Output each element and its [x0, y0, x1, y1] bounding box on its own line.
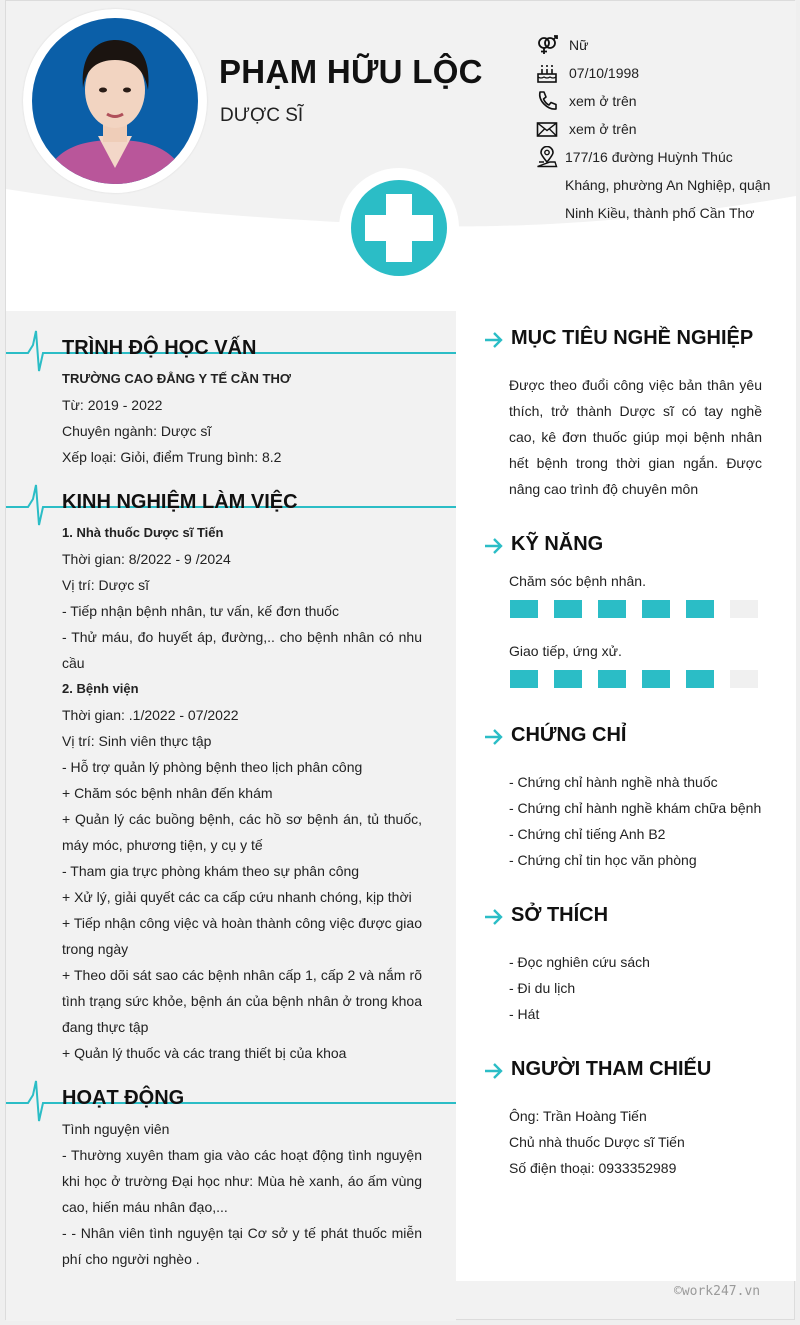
medical-cross-icon — [351, 180, 447, 276]
hobbies-list: - Đọc nghiên cứu sách - Đi du lịch - Hát — [509, 954, 650, 1022]
skill-level-segment — [510, 600, 538, 618]
candidate-name: PHẠM HỮU LỘC — [219, 53, 483, 90]
medical-cross-badge — [339, 168, 459, 288]
avatar-frame — [23, 9, 207, 193]
skill-level-bar — [510, 600, 760, 618]
certificates-list: - Chứng chỉ hành nghề nhà thuốc - Chứng chỉ hành nghề khám chữa bệnh - Chứng chỉ tiếng Anh B2 - Chứng chỉ tin học văn phòng — [509, 774, 762, 868]
mail-icon — [536, 118, 558, 140]
arrow-right-icon — [484, 331, 504, 349]
section-header-education: TRÌNH ĐỘ HỌC VẤN — [6, 323, 456, 373]
skill-level-segment — [686, 600, 714, 618]
skill-level-segment — [730, 600, 758, 618]
right-column: MỤC TIÊU NGHỀ NGHIỆP Được theo đuổi công việc bản thân yêu thích, trở thành Dược sĩ có tay nghề cao, kê đơn thuốc giúp mọi bệnh nhân hết bệnh trong thời gian ngắn. Được nâng cao trình độ chuyên môn KỸ NĂNG Chăm sóc bệnh nhân. Giao tiếp, ứng xử. CHỨNG CHỈ - Chứng chỉ hành nghề nhà thuốc - Chứng chỉ hành nghề khám chữa bệnh - Chứng chỉ tiếng Anh B2 - Chứng chỉ tin học văn phòng SỞ THÍCH - Đọc nghiên cứu sách - Đi du lịch - Hát NGƯỜI THAM CHIẾU Ông: Trần Hoàng Tiến Chủ nhà thuốc Dược sĩ Tiến Số điện thoại: 0933352989 — [456, 311, 796, 1281]
contact-birthday: 07/10/1998 — [536, 59, 776, 87]
arrow-right-icon — [484, 728, 504, 746]
cv-page — [5, 0, 795, 1320]
skill-level-segment — [554, 600, 582, 618]
activities-content: Tình nguyện viên - Thường xuyên tham gia vào các hoạt động tình nguyện khi học ở trường Đại học như: Mùa hè xanh, áo ấm vùng cao, hiến máu nhân đạo,... - - Nhân viên tình nguyện tại Cơ sở y tế phát thuốc miễn phí cho người nghèo . — [62, 1121, 422, 1267]
skill-level-segment — [510, 670, 538, 688]
cv-header — [6, 1, 796, 311]
location-icon — [536, 146, 558, 168]
contact-phone: xem ở trên — [536, 87, 776, 115]
birthday-cake-icon — [536, 62, 558, 84]
skill-level-segment — [554, 670, 582, 688]
skill-name: Chăm sóc bệnh nhân. — [509, 573, 646, 589]
skill-level-segment — [598, 600, 626, 618]
gender-icon — [536, 34, 558, 56]
education-content: TRƯỜNG CAO ĐẲNG Y TẾ CẦN THƠ Từ: 2019 - 2022 Chuyên ngành: Dược sĩ Xếp loại: Giỏi, điểm Trung bình: 8.2 — [62, 371, 291, 465]
arrow-right-icon — [484, 537, 504, 555]
avatar — [32, 18, 198, 184]
skill-level-segment — [686, 670, 714, 688]
contact-email: xem ở trên — [536, 115, 776, 143]
phone-icon — [536, 90, 558, 112]
arrow-right-icon — [484, 1062, 504, 1080]
watermark: ©work247.vn — [674, 1284, 761, 1299]
section-header-experience: KINH NGHIỆM LÀM VIỆC — [6, 477, 456, 527]
references-content: Ông: Trần Hoàng Tiến Chủ nhà thuốc Dược sĩ Tiến Số điện thoại: 0933352989 — [509, 1108, 685, 1176]
section-header-activities: HOẠT ĐỘNG — [6, 1073, 456, 1123]
job-title: DƯỢC SĨ — [220, 105, 304, 126]
skill-level-segment — [642, 600, 670, 618]
skill-level-segment — [642, 670, 670, 688]
contact-info — [536, 31, 776, 227]
skill-level-bar — [510, 670, 760, 688]
left-column — [6, 311, 456, 1321]
skill-name: Giao tiếp, ứng xử. — [509, 643, 622, 659]
contact-gender: Nữ — [536, 31, 776, 59]
arrow-right-icon — [484, 908, 504, 926]
skill-level-segment — [730, 670, 758, 688]
skill-level-segment — [598, 670, 626, 688]
objective-text: Được theo đuổi công việc bản thân yêu thích, trở thành Dược sĩ có tay nghề cao, kê đơn thuốc giúp mọi bệnh nhân hết bệnh trong thời gian ngắn. Được nâng cao trình độ chuyên môn — [509, 377, 762, 497]
experience-content: 1. Nhà thuốc Dược sĩ Tiến Thời gian: 8/2022 - 9 /2024 Vị trí: Dược sĩ - Tiếp nhận bệnh nhân, tư vấn, kế đơn thuốc - Thử máu, đo huyết áp, đường,.. cho bệnh nhân có nhu cầu 2. Bệnh viện Thời gian: .1/2022 - 07/2022 Vị trí: Sinh viên thực tập - Hỗ trợ quản lý phòng bệnh theo lịch phân công + Chăm sóc bệnh nhân đến khám + Quản lý các buồng bệnh, các hồ sơ bệnh án, tủ thuốc, máy móc, phương tiện, y cụ y tế - Tham gia trực phòng khám theo sự phân công + Xử lý, giải quyết các ca cấp cứu nhanh chóng, kịp thời + Tiếp nhận công việc và hoàn thành công việc được giao trong ngày + Theo dõi sát sao các bệnh nhân cấp 1, cấp 2 và nắm rõ tình trạng sức khỏe, bệnh án của bệnh nhân ở trong khoa đang thực tập + Quản lý thuốc và các trang thiết bị của khoa — [62, 525, 422, 1061]
contact-address: 177/16 đường Huỳnh Thúc Kháng, phường An Nghiệp, quận Ninh Kiều, thành phố Cần Thơ — [536, 143, 776, 227]
